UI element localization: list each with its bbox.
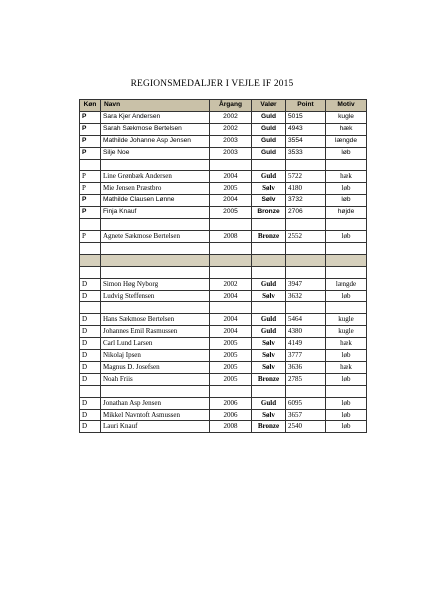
empty-cell <box>210 159 252 171</box>
gender-cell: D <box>80 338 101 350</box>
medal-cell: Bronze <box>252 207 286 219</box>
gender-cell: P <box>80 147 101 159</box>
column-header-motiv: Motiv <box>326 100 367 112</box>
gender-cell: D <box>80 326 101 338</box>
empty-cell <box>210 266 252 278</box>
year-cell: 2006 <box>210 409 252 421</box>
points-cell: 3533 <box>286 147 326 159</box>
table-row <box>80 290 367 302</box>
column-header-kon: Køn <box>80 100 101 112</box>
table-row <box>80 338 367 350</box>
name-cell: Magnus D. Josefsen <box>101 361 210 373</box>
year-cell: 2008 <box>210 421 252 433</box>
name-cell: Simon Høg Nyborg <box>101 278 210 290</box>
empty-cell <box>326 302 367 314</box>
table-row <box>80 111 367 123</box>
medal-cell: Guld <box>252 397 286 409</box>
event-cell: hæk <box>326 171 367 183</box>
points-cell: 2785 <box>286 373 326 385</box>
table-header-row <box>80 100 367 112</box>
empty-cell <box>252 385 286 397</box>
empty-cell <box>101 266 210 278</box>
table-row <box>80 326 367 338</box>
table-body <box>80 111 367 432</box>
year-cell: 2006 <box>210 397 252 409</box>
empty-cell <box>101 219 210 231</box>
event-cell: hæk <box>326 338 367 350</box>
medal-cell: Guld <box>252 171 286 183</box>
year-cell: 2005 <box>210 183 252 195</box>
empty-cell <box>286 159 326 171</box>
medal-cell: Sølv <box>252 183 286 195</box>
name-cell: Sarah Sækmose Bertelsen <box>101 123 210 135</box>
event-cell: løb <box>326 350 367 362</box>
medal-cell: Guld <box>252 314 286 326</box>
year-cell: 2005 <box>210 373 252 385</box>
empty-cell <box>286 302 326 314</box>
event-cell: løb <box>326 290 367 302</box>
medal-cell: Guld <box>252 147 286 159</box>
points-cell: 4943 <box>286 123 326 135</box>
empty-cell <box>101 385 210 397</box>
name-cell: Silje Noe <box>101 147 210 159</box>
empty-cell <box>326 159 367 171</box>
points-cell: 3554 <box>286 135 326 147</box>
points-cell: 4149 <box>286 338 326 350</box>
gender-cell: P <box>80 171 101 183</box>
empty-cell <box>326 385 367 397</box>
name-cell: Line Grønbæk Andersen <box>101 171 210 183</box>
gender-cell: P <box>80 230 101 242</box>
event-cell: hæk <box>326 123 367 135</box>
points-cell: 5464 <box>286 314 326 326</box>
gender-cell: D <box>80 290 101 302</box>
year-cell: 2004 <box>210 171 252 183</box>
table-row <box>80 171 367 183</box>
event-cell: kugle <box>326 111 367 123</box>
empty-cell <box>286 219 326 231</box>
points-cell: 6095 <box>286 397 326 409</box>
name-cell: Jonathan Asp Jensen <box>101 397 210 409</box>
name-cell: Lauri Knauf <box>101 421 210 433</box>
event-cell: løb <box>326 183 367 195</box>
table-row <box>80 230 367 242</box>
medal-cell: Sølv <box>252 361 286 373</box>
medal-cell: Sølv <box>252 350 286 362</box>
gender-cell: P <box>80 207 101 219</box>
points-cell: 3732 <box>286 195 326 207</box>
empty-cell <box>210 254 252 266</box>
column-header-navn: Navn <box>101 100 210 112</box>
points-cell: 3636 <box>286 361 326 373</box>
medal-cell: Bronze <box>252 373 286 385</box>
medal-cell: Sølv <box>252 290 286 302</box>
gender-cell: D <box>80 397 101 409</box>
table-row <box>80 195 367 207</box>
name-cell: Mikkel Navntoft Asmussen <box>101 409 210 421</box>
event-cell: løb <box>326 147 367 159</box>
table-row <box>80 361 367 373</box>
year-cell: 2002 <box>210 278 252 290</box>
year-cell: 2003 <box>210 147 252 159</box>
empty-cell <box>80 242 101 254</box>
event-cell: løb <box>326 409 367 421</box>
gender-cell: P <box>80 183 101 195</box>
table-row <box>80 350 367 362</box>
empty-cell <box>286 266 326 278</box>
gender-cell: D <box>80 350 101 362</box>
empty-cell <box>101 242 210 254</box>
year-cell: 2005 <box>210 350 252 362</box>
empty-cell <box>210 242 252 254</box>
gender-cell: P <box>80 135 101 147</box>
points-cell: 3947 <box>286 278 326 290</box>
gender-cell: D <box>80 421 101 433</box>
gender-cell: P <box>80 195 101 207</box>
year-cell: 2004 <box>210 290 252 302</box>
year-cell: 2004 <box>210 326 252 338</box>
empty-cell <box>252 302 286 314</box>
medal-cell: Sølv <box>252 338 286 350</box>
empty-cell <box>252 242 286 254</box>
column-header-aargang: Årgang <box>210 100 252 112</box>
medal-cell: Sølv <box>252 195 286 207</box>
spacer-row <box>80 266 367 278</box>
year-cell: 2002 <box>210 111 252 123</box>
gender-cell: P <box>80 123 101 135</box>
medal-cell: Guld <box>252 111 286 123</box>
gender-cell: D <box>80 373 101 385</box>
year-cell: 2002 <box>210 123 252 135</box>
name-cell: Agnete Sækmose Bertelsen <box>101 230 210 242</box>
medal-cell: Guld <box>252 278 286 290</box>
medal-cell: Guld <box>252 123 286 135</box>
gender-cell: D <box>80 361 101 373</box>
empty-cell <box>210 385 252 397</box>
empty-cell <box>101 302 210 314</box>
name-cell: Carl Lund Larsen <box>101 338 210 350</box>
table-row <box>80 421 367 433</box>
medal-cell: Sølv <box>252 409 286 421</box>
empty-cell <box>80 219 101 231</box>
year-cell: 2004 <box>210 314 252 326</box>
table-row <box>80 147 367 159</box>
name-cell: Finja Knauf <box>101 207 210 219</box>
column-header-valor: Valør <box>252 100 286 112</box>
medal-cell: Bronze <box>252 230 286 242</box>
table-row <box>80 409 367 421</box>
empty-cell <box>80 159 101 171</box>
name-cell: Mathilde Clausen Lønne <box>101 195 210 207</box>
empty-cell <box>101 159 210 171</box>
points-cell: 2552 <box>286 230 326 242</box>
points-cell: 2706 <box>286 207 326 219</box>
event-cell: hæk <box>326 361 367 373</box>
empty-cell <box>326 219 367 231</box>
spacer-row <box>80 302 367 314</box>
medal-table <box>79 99 367 433</box>
points-cell: 2540 <box>286 421 326 433</box>
event-cell: løb <box>326 230 367 242</box>
points-cell: 5722 <box>286 171 326 183</box>
table-row <box>80 183 367 195</box>
points-cell: 5015 <box>286 111 326 123</box>
empty-cell <box>80 254 101 266</box>
empty-cell <box>80 385 101 397</box>
gender-cell: P <box>80 111 101 123</box>
column-header-point: Point <box>286 100 326 112</box>
name-cell: Mathilde Johanne Asp Jensen <box>101 135 210 147</box>
event-cell: længde <box>326 278 367 290</box>
table-row <box>80 123 367 135</box>
table-row <box>80 373 367 385</box>
empty-cell <box>286 385 326 397</box>
event-cell: løb <box>326 397 367 409</box>
medal-cell: Guld <box>252 135 286 147</box>
medal-cell: Guld <box>252 326 286 338</box>
name-cell: Nikolaj Ipsen <box>101 350 210 362</box>
name-cell: Mie Jensen Præstbro <box>101 183 210 195</box>
empty-cell <box>252 266 286 278</box>
year-cell: 2005 <box>210 207 252 219</box>
empty-cell <box>326 254 367 266</box>
table-row <box>80 314 367 326</box>
name-cell: Johannes Emil Rasmussen <box>101 326 210 338</box>
name-cell: Hans Sækmose Bertelsen <box>101 314 210 326</box>
table-row <box>80 207 367 219</box>
empty-cell <box>286 242 326 254</box>
event-cell: kugle <box>326 314 367 326</box>
empty-cell <box>101 254 210 266</box>
year-cell: 2005 <box>210 361 252 373</box>
empty-cell <box>326 242 367 254</box>
document-title: REGIONSMEDALJER I VEJLE IF 2015 <box>130 79 294 89</box>
name-cell: Sara Kjer Andersen <box>101 111 210 123</box>
empty-cell <box>286 254 326 266</box>
table-row <box>80 135 367 147</box>
spacer-row <box>80 385 367 397</box>
empty-cell <box>80 302 101 314</box>
year-cell: 2005 <box>210 338 252 350</box>
event-cell: længde <box>326 135 367 147</box>
spacer-row <box>80 219 367 231</box>
empty-cell <box>210 219 252 231</box>
event-cell: løb <box>326 421 367 433</box>
points-cell: 4180 <box>286 183 326 195</box>
empty-cell <box>210 302 252 314</box>
empty-cell <box>252 254 286 266</box>
gender-cell: D <box>80 278 101 290</box>
name-cell: Ludvig Steffensen <box>101 290 210 302</box>
event-cell: kugle <box>326 326 367 338</box>
empty-cell <box>252 219 286 231</box>
points-cell: 3777 <box>286 350 326 362</box>
points-cell: 3632 <box>286 290 326 302</box>
year-cell: 2004 <box>210 195 252 207</box>
gender-cell: D <box>80 314 101 326</box>
section-divider-row <box>80 254 367 266</box>
empty-cell <box>252 159 286 171</box>
name-cell: Noah Friis <box>101 373 210 385</box>
empty-cell <box>80 266 101 278</box>
points-cell: 3657 <box>286 409 326 421</box>
points-cell: 4380 <box>286 326 326 338</box>
spacer-row <box>80 242 367 254</box>
empty-cell <box>326 266 367 278</box>
event-cell: løb <box>326 373 367 385</box>
medal-cell: Bronze <box>252 421 286 433</box>
year-cell: 2008 <box>210 230 252 242</box>
event-cell: løb <box>326 195 367 207</box>
event-cell: højde <box>326 207 367 219</box>
spacer-row <box>80 159 367 171</box>
gender-cell: D <box>80 409 101 421</box>
table-row <box>80 397 367 409</box>
table-row <box>80 278 367 290</box>
year-cell: 2003 <box>210 135 252 147</box>
